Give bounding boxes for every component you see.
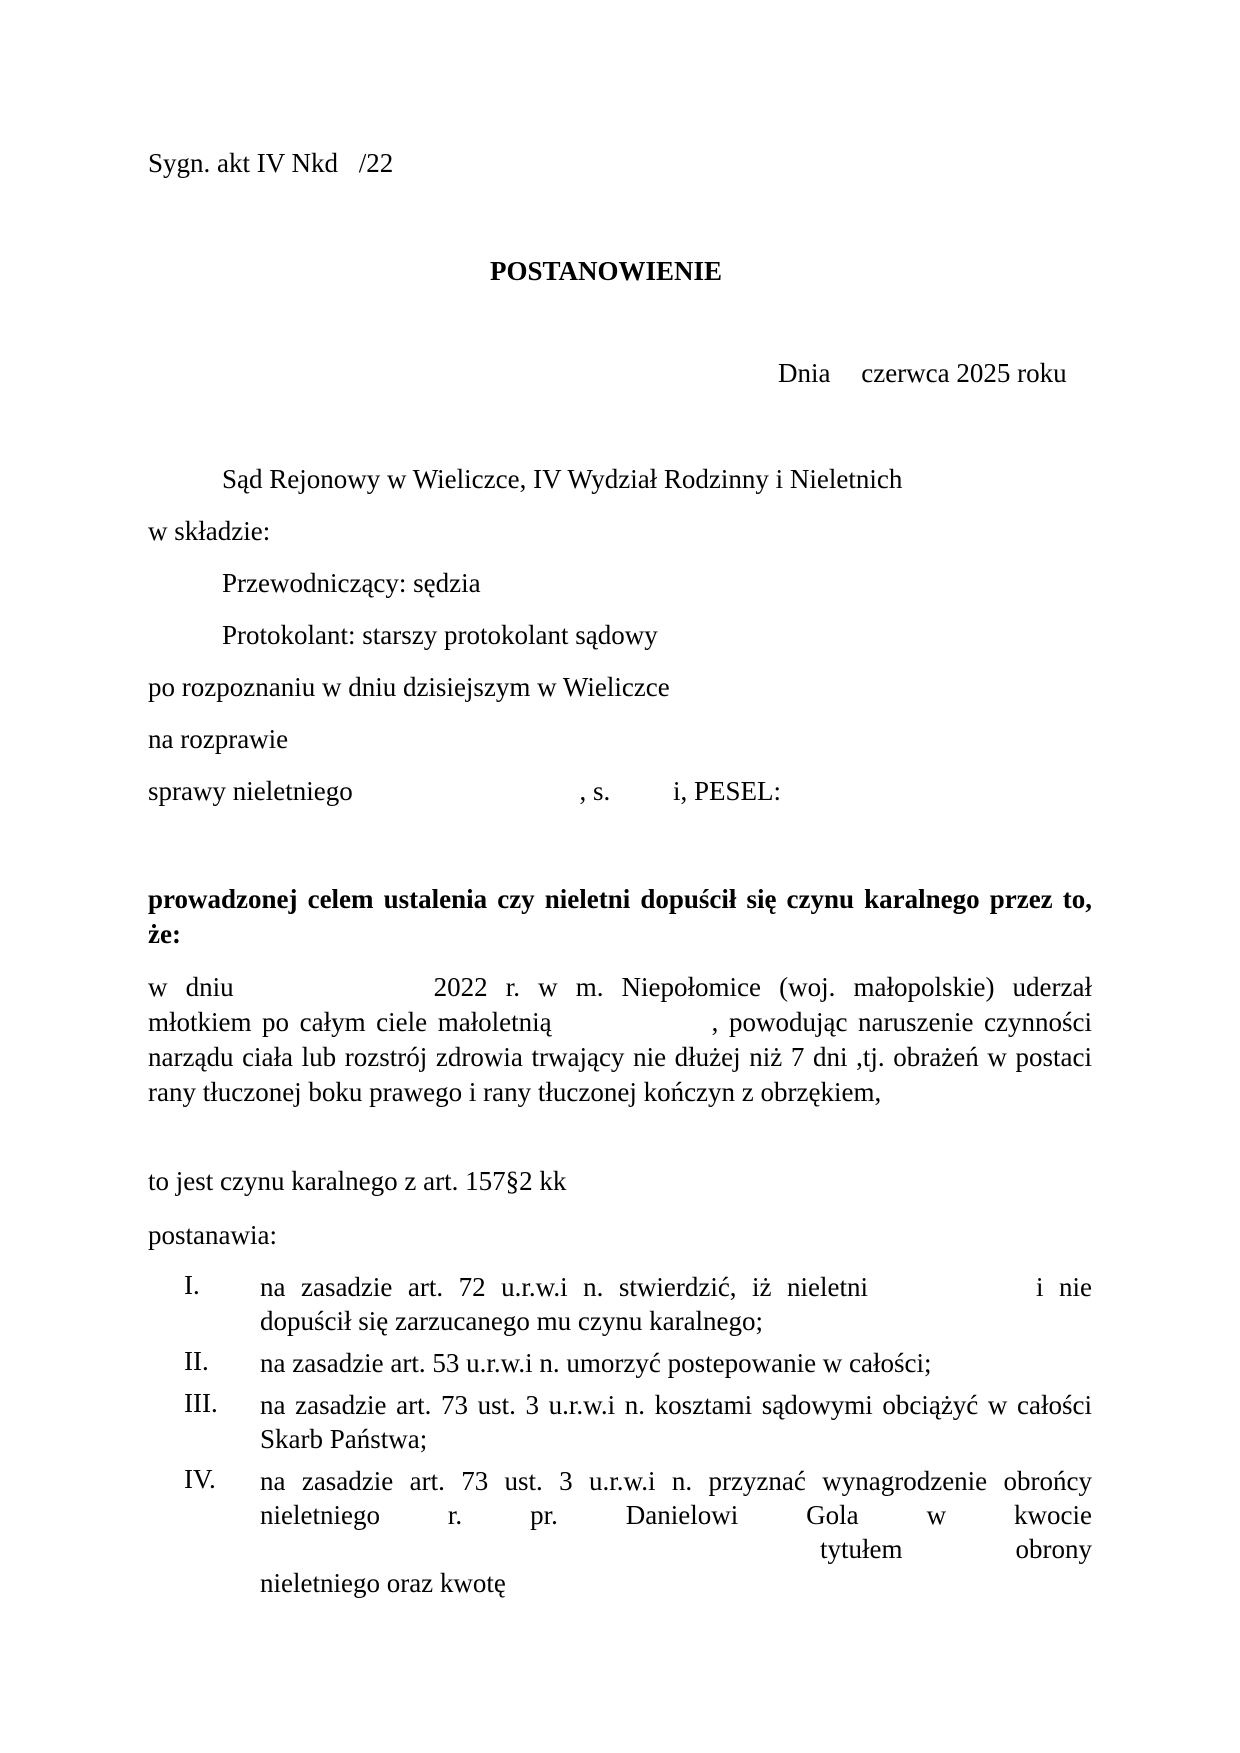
item-text: na zasadzie art. 73 ust. 3 u.r.w.i n. kosztami sądowymi obciążyć w całości Skarb Państwa; xyxy=(260,1390,1092,1454)
case-ref-prefix: Sygn. akt IV Nkd xyxy=(148,148,345,178)
ruling-list xyxy=(148,1270,1092,1608)
court-clerk: Protokolant: starszy protokolant sądowy xyxy=(222,620,658,650)
hearing-type: na rozprawie xyxy=(148,724,289,754)
item-text: na zasadzie art. 53 u.r.w.i n. umorzyć postepowanie w całości; xyxy=(260,1348,932,1378)
date-suffix: czerwca 2025 roku xyxy=(861,358,1067,388)
case-ref-suffix: /22 xyxy=(358,148,394,178)
date-prefix: Dnia xyxy=(778,358,838,388)
item-number: IV. xyxy=(184,1464,216,1494)
minor-identification: sprawy nieletniego , s. i, PESEL: xyxy=(148,776,781,806)
legal-basis: to jest czynu karalnego z art. 157§2 kk xyxy=(148,1166,567,1196)
item-number: II. xyxy=(184,1346,209,1376)
document-date xyxy=(778,358,1067,389)
court-name: Sąd Rejonowy w Wieliczce, IV Wydział Rodzinny i Nieletnich xyxy=(222,464,903,494)
case-reference xyxy=(148,148,393,179)
ruling-item xyxy=(148,1388,1092,1456)
presiding-judge: Przewodniczący: sędzia xyxy=(222,568,481,598)
ruling-item xyxy=(148,1346,1092,1380)
ruling-item xyxy=(148,1464,1092,1600)
item-text: na zasadzie art. 72 u.r.w.i n. stwierdzić, iż nieletni i nie dopuścił się zarzucanego mu czynu karalnego; xyxy=(260,1272,1092,1336)
document-title: POSTANOWIENIE xyxy=(490,256,723,286)
hearing-place: po rozpoznaniu w dniu dzisiejszym w Wieliczce xyxy=(148,672,670,702)
item-number: III. xyxy=(184,1388,218,1418)
charge-description: w dniu 2022 r. w m. Niepołomice (woj. małopolskie) uderzał młotkiem po całym ciele małoletnią , powodując naruszenie czynności narządu ciała lub rozstrój zdrowia trwający nie dłużej niż 7 dni ,tj. obrażeń w postaci rany tłuczonej boku prawego i rany tłuczonej kończyn z obrzękiem, xyxy=(148,972,1092,1107)
composition-label: w składzie: xyxy=(148,516,271,546)
item-text: na zasadzie art. 73 ust. 3 u.r.w.i n. przyznać wynagrodzenie obrońcy nieletniego r. pr. Danielowi Gola w kwocietytułem obrony nieletniego oraz kwotę xyxy=(260,1466,1092,1598)
charge-heading: prowadzonej celem ustalenia czy nieletni dopuścił się czynu karalnego przez to, że: xyxy=(148,884,1092,949)
resolution-label: postanawia: xyxy=(148,1220,277,1250)
item-number: I. xyxy=(184,1270,200,1300)
ruling-item xyxy=(148,1270,1092,1338)
